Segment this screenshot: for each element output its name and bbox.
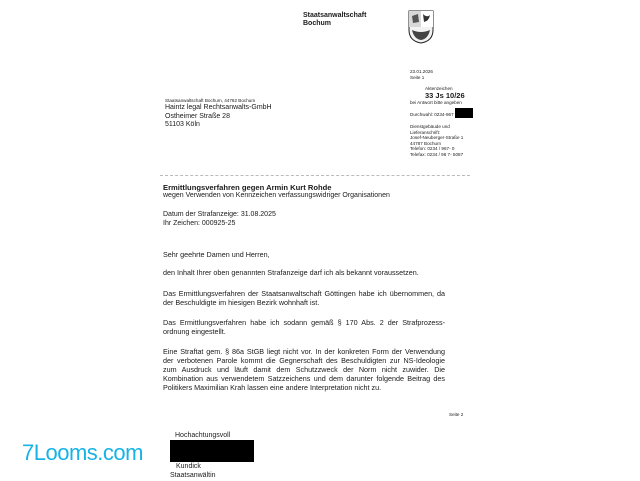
your-reference: Ihr Zeichen: 000925-25 [163,220,236,227]
office-line: Telefax: 0234 / 96 7- 5087 [410,151,464,157]
paragraph-4: Eine Straftat gem. § 86a StGB liegt nicht vor. In der konkreten Form der Verwendung der verbotenen Parole kommt die Gegnerschaft des Beschuldigten zur NS-Ideologie zum Ausdruck und läuft damit dem Schutzzweck der Norm nicht zuwider. Die Kombination aus verwendetem Satzzeichens und dem darunter folgende Beitrag des Politikers Maximilian Krah lassen eine andere Interpretation nicht zu. [163,347,445,392]
subject-title: Ermittlungsverfahren gegen Armin Kurt Rohde [163,183,332,192]
salutation: Sehr geehrte Damen und Herren, [163,250,270,259]
authority-name [303,12,366,28]
file-number-label: Aktenzeichen [425,86,453,91]
authority-line1: Staatsanwaltschaft [303,12,367,19]
letter-date: 23.01.2026 [410,69,433,74]
office-address [410,124,463,158]
reply-note: bei Antwort bitte angeben [410,100,462,105]
paragraph-1: den Inhalt Ihrer oben genannten Strafanzeige darf ich als bekannt voraussetzen. [163,268,419,277]
recipient-address [165,104,272,130]
paragraph-2: Das Ermittlungsverfahren der Staatsanwaltschaft Göttingen habe ich übernommen, da der Beschuldigte im hiesigen Bezirk wohnhaft ist. [163,289,445,307]
signer-name: Kundick [176,463,201,470]
signer-role: Staatsanwältin [170,472,216,479]
coat-of-arms-icon [408,10,434,44]
direct-dial: Durchwahl: 0234-967 [410,112,454,117]
paragraph-3: Das Ermittlungsverfahren habe ich sodann gemäß § 170 Abs. 2 der Strafprozess-ordnung eingestellt. [163,318,445,336]
recipient-line: 51103 Köln [165,121,200,128]
signature-redaction [170,440,254,462]
redaction-bar [455,108,473,118]
return-address: Staatsanwaltschaft Bochum, 44782 Bochum [165,98,256,103]
recipient-line: Ostheimer Straße 28 [165,112,230,120]
site-watermark-logo: 7Looms.com [22,440,143,465]
closing: Hochachtungsvoll [175,432,231,439]
subject-subtitle: wegen Verwenden von Kennzeichen verfassungswidriger Organisationen [163,192,390,199]
complaint-date: Datum der Strafanzeige: 31.08.2025 [163,211,276,218]
office-line: Telefon: 0234 / 967- 0 [410,146,455,152]
page-number: Seite 1 [410,75,425,80]
scan-artifact-line [160,175,470,176]
office-line: Dienstgebäude und [410,124,450,129]
office-line: 44787 Bochum [410,140,441,146]
authority-line2: Bochum [303,20,331,27]
recipient-line: Haintz legal Rechtsanwalts-GmbH [165,104,272,111]
office-line: Josef-Neuberger-Straße 1 [410,135,464,141]
file-number: 33 Js 10/26 [425,91,465,100]
next-page-marker: Seite 2 [449,412,464,417]
office-line: Lieferanschrift: [410,129,441,135]
